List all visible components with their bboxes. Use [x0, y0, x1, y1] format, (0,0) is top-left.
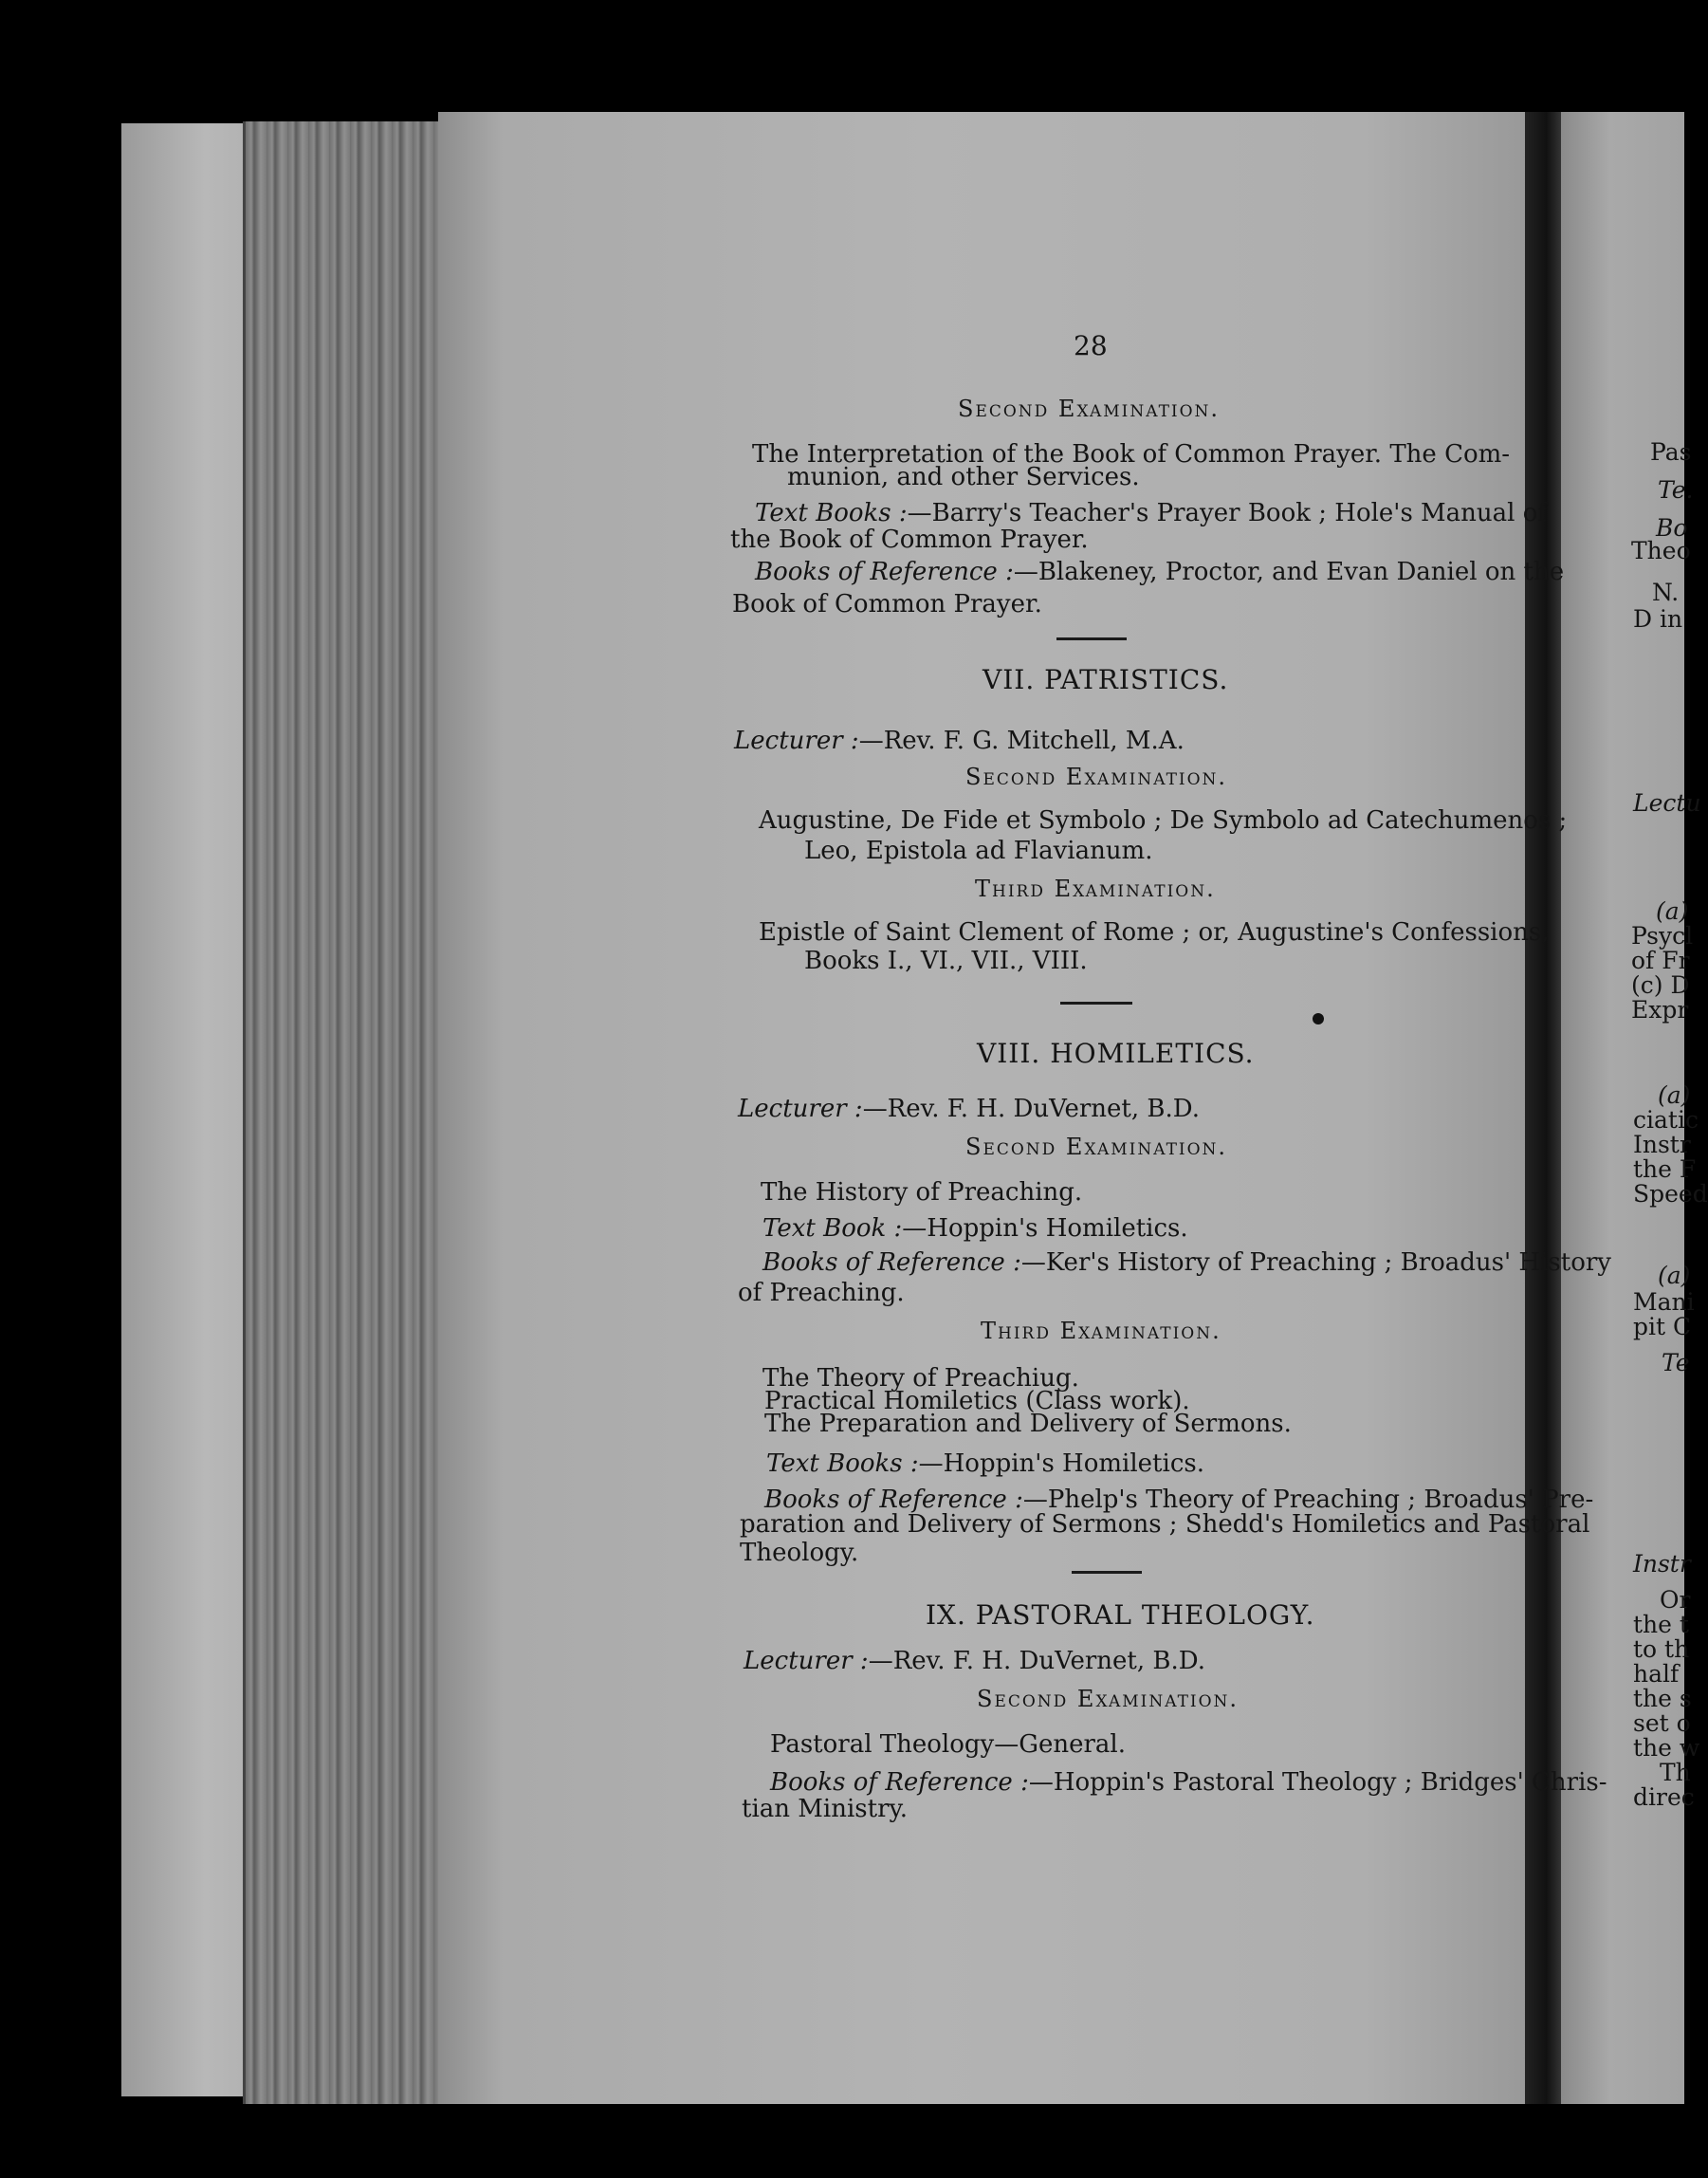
text-line: Practical Homiletics (Class work). [764, 1387, 1190, 1415]
text-line [755, 501, 1547, 526]
right-page-fragment: (a) [1658, 1081, 1691, 1109]
text-line: munion, and other Services. [787, 463, 1140, 491]
right-page-fragment: to th [1633, 1635, 1690, 1663]
lecturer-line [734, 729, 1185, 753]
label: Books of Reference : [762, 1248, 1021, 1277]
text-line: The Theory of Preachiug. [762, 1364, 1079, 1393]
text-line [755, 560, 1564, 584]
text-span: —Phelp's Theory of Preaching ; Broadus' Pre- [1022, 1486, 1594, 1514]
right-page-fragment: the t [1633, 1611, 1689, 1638]
right-page-fragment: ciatic [1633, 1106, 1699, 1134]
section-divider [1056, 637, 1127, 640]
right-page-fragment: Theo [1631, 537, 1691, 564]
text-line: Leo, Epistola ad Flavianum. [804, 837, 1153, 865]
text-line: of Preaching. [738, 1279, 905, 1307]
text-line [762, 1250, 1611, 1275]
section-title: VII. PATRISTICS. [983, 664, 1229, 695]
label: Books of Reference : [764, 1486, 1023, 1514]
right-page-fragment: (a) [1656, 897, 1689, 925]
label: Text Book : [762, 1214, 903, 1243]
right-page-fragment: Instr [1633, 1550, 1691, 1578]
section-divider [1060, 1002, 1132, 1005]
lecturer-line [744, 1649, 1205, 1673]
section-divider [1072, 1571, 1142, 1574]
text-line: Epistle of Saint Clement of Rome ; or, Augustine's Confessions, [759, 918, 1550, 947]
text-line: tian Ministry. [742, 1795, 908, 1823]
right-page-fragment: Or [1660, 1586, 1691, 1614]
section-subheading: Third Examination. [981, 1318, 1221, 1344]
text-line: The Interpretation of the Book of Common Prayer. The Com- [752, 440, 1511, 469]
right-page-fragment: Instr [1633, 1131, 1691, 1158]
lecturer-line [738, 1097, 1200, 1121]
text-line [762, 1216, 1188, 1241]
right-page-fragment: pit C [1633, 1313, 1692, 1340]
section-subheading: Second Examination. [977, 1686, 1240, 1712]
label: Books of Reference : [770, 1768, 1029, 1797]
right-page-fragment: the s [1633, 1685, 1692, 1712]
right-page-fragment: Speed [1633, 1180, 1708, 1208]
right-page-fragment: N. [1652, 579, 1680, 606]
right-page-fragment: Expr [1631, 996, 1689, 1024]
text-span: —Ker's History of Preaching ; Broadus' History [1020, 1248, 1611, 1277]
right-page-fragment: Psycl [1631, 922, 1694, 950]
page-edges [243, 121, 445, 2104]
text-span: —Hoppin's Pastoral Theology ; Bridges' Chris- [1028, 1768, 1607, 1797]
text-span: —Rev. F. H. DuVernet, B.D. [868, 1647, 1205, 1675]
text-span: —Blakeney, Proctor, and Evan Daniel on the [1013, 558, 1565, 586]
label: Lecturer : [744, 1647, 869, 1675]
right-page-fragment: (a) [1658, 1262, 1691, 1289]
section-subheading: Second Examination. [958, 396, 1221, 422]
right-page-fragment: Bo [1656, 514, 1688, 542]
label: Lecturer : [734, 727, 859, 755]
text-span: —Hoppin's Homiletics. [902, 1214, 1188, 1243]
label: Text Books : [755, 499, 908, 527]
text-span: —Barry's Teacher's Prayer Book ; Hole's Manual of [907, 499, 1548, 527]
right-page-fragment: direc [1633, 1783, 1695, 1811]
right-page-fragment: D in [1633, 605, 1683, 633]
section-title: VIII. HOMILETICS. [977, 1038, 1255, 1069]
right-page-fragment: the F [1633, 1155, 1697, 1183]
right-page-fragment: the w [1633, 1734, 1700, 1762]
text-line [770, 1770, 1607, 1795]
right-page-fragment: Mani [1633, 1288, 1695, 1316]
right-page-fragment: half [1633, 1660, 1680, 1688]
text-span: —Rev. F. H. DuVernet, B.D. [862, 1095, 1200, 1123]
text-line: the Book of Common Prayer. [730, 526, 1089, 554]
label: Lecturer : [738, 1095, 863, 1123]
label: Text Books : [766, 1449, 919, 1478]
label: Books of Reference : [755, 558, 1014, 586]
right-page-fragment: (c) D [1631, 971, 1690, 999]
right-page-fragment: Te [1662, 1349, 1690, 1376]
text-line [764, 1487, 1593, 1512]
text-line: Augustine, De Fide et Symbolo ; De Symbolo ad Catechumenos ; [759, 806, 1568, 835]
text-line [766, 1451, 1204, 1476]
section-subheading: Third Examination. [975, 876, 1216, 902]
ink-spot [1313, 1013, 1324, 1024]
right-page-fragment: set o [1633, 1709, 1691, 1737]
text-span: —Rev. F. G. Mitchell, M.A. [858, 727, 1185, 755]
text-span: —Hoppin's Homiletics. [918, 1449, 1204, 1478]
section-subheading: Second Examination. [965, 764, 1228, 790]
text-line: Theology. [740, 1539, 859, 1567]
right-page-fragment: Pas [1650, 438, 1692, 466]
text-line: Book of Common Prayer. [732, 590, 1042, 618]
right-page-fragment: Te. [1658, 476, 1694, 504]
right-page-fragment: Th [1660, 1759, 1691, 1786]
page-number: 28 [1074, 330, 1108, 361]
section-subheading: Second Examination. [965, 1134, 1228, 1160]
book-gutter [1525, 112, 1561, 2104]
text-line: Pastoral Theology—General. [770, 1730, 1127, 1759]
text-line: The History of Preaching. [761, 1178, 1083, 1207]
text-line: Books I., VI., VII., VIII. [804, 947, 1088, 975]
text-line: The Preparation and Delivery of Sermons. [764, 1410, 1292, 1438]
section-title: IX. PASTORAL THEOLOGY. [926, 1599, 1315, 1631]
text-line: paration and Delivery of Sermons ; Shedd's Homiletics and Pastoral [740, 1510, 1590, 1539]
right-page-fragment: of Fr [1631, 947, 1690, 974]
right-page-fragment: Lectu [1633, 789, 1701, 817]
